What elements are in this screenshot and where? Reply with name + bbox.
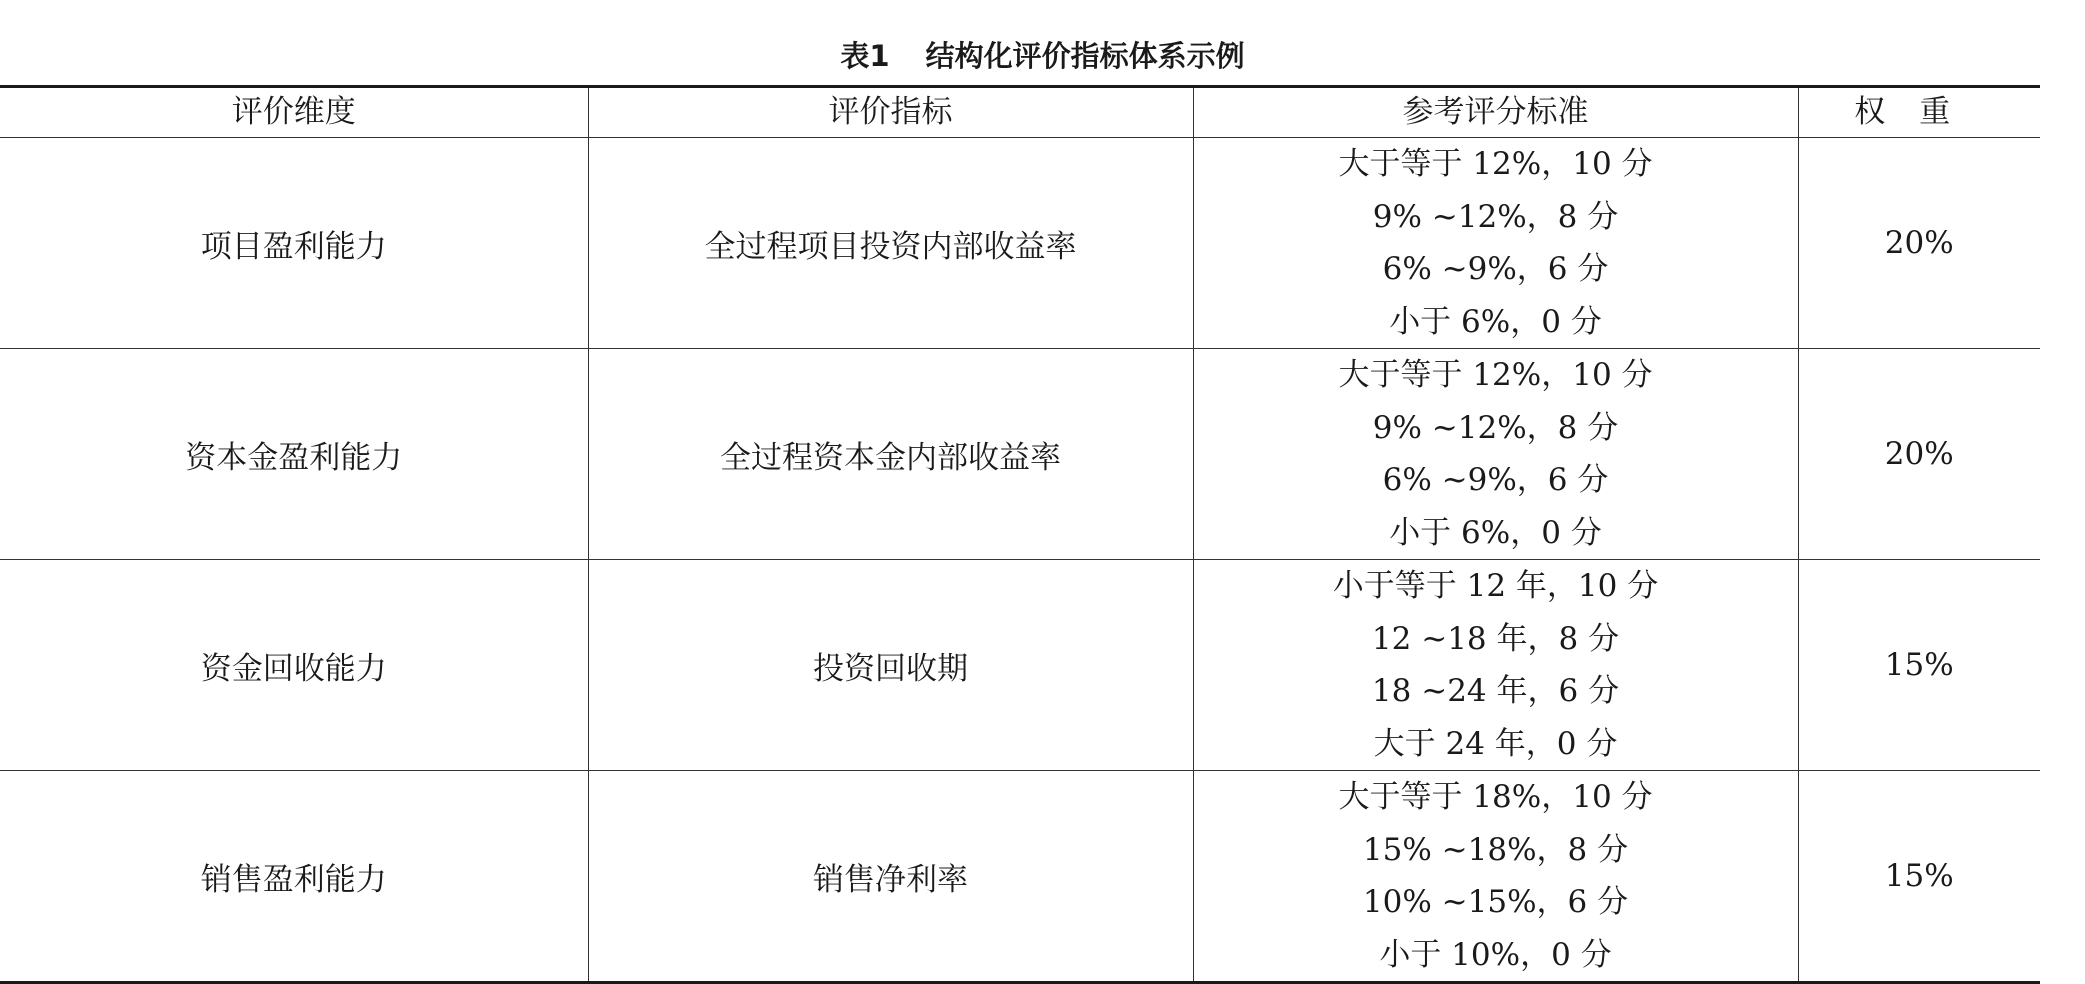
cell-standards: [1193, 771, 1798, 983]
standard-line: 大于 24 年，0 分: [1373, 725, 1618, 762]
evaluation-index-table: [0, 85, 2040, 984]
standard-line: 大于等于 18%，10 分: [1338, 779, 1653, 815]
standard-line: 大于等于 12%，10 分: [1338, 146, 1653, 182]
header-dimension: 评价维度: [0, 87, 588, 138]
cell-dimension: 资本金盈利能力: [0, 349, 588, 560]
standards-list: [1194, 771, 1798, 981]
table-row: [0, 560, 2040, 771]
standards-list: [1194, 349, 1798, 559]
cell-dimension: 资金回收能力: [0, 560, 588, 771]
standard-line: 12 ~18 年，8 分: [1371, 620, 1620, 657]
table-row: [0, 349, 2040, 560]
cell-dimension: 销售盈利能力: [0, 771, 588, 983]
standards-list: [1194, 560, 1798, 770]
cell-indicator: 全过程资本金内部收益率: [588, 349, 1193, 560]
standard-line: 小于等于 12 年，10 分: [1332, 568, 1659, 604]
standard-line: 9% ~12%，8 分: [1372, 198, 1619, 235]
standard-line: 小于 6%，0 分: [1389, 514, 1602, 551]
table-row: [0, 138, 2040, 349]
header-weight: 权重: [1798, 87, 2040, 138]
cell-indicator: 销售净利率: [588, 771, 1193, 983]
header-indicator: 评价指标: [588, 87, 1193, 138]
cell-standards: [1193, 560, 1798, 771]
standard-line: 小于 10%，0 分: [1379, 936, 1612, 973]
cell-standards: [1193, 349, 1798, 560]
standard-line: 小于 6%，0 分: [1389, 303, 1602, 340]
cell-weight: 20%: [1798, 138, 2040, 349]
standards-list: [1194, 138, 1798, 348]
cell-indicator: 全过程项目投资内部收益率: [588, 138, 1193, 349]
table-caption: [0, 36, 2085, 76]
table-caption-title: 结构化评价指标体系示例: [925, 39, 1245, 73]
cell-dimension: 项目盈利能力: [0, 138, 588, 349]
table-header-row: [0, 87, 2040, 138]
header-standard: 参考评分标准: [1193, 87, 1798, 138]
standard-line: 10% ~15%，6 分: [1362, 884, 1629, 920]
standard-line: 大于等于 12%，10 分: [1338, 357, 1653, 393]
cell-weight: 15%: [1798, 771, 2040, 983]
table-row: [0, 771, 2040, 983]
cell-weight: 15%: [1798, 560, 2040, 771]
cell-weight: 20%: [1798, 349, 2040, 560]
standard-line: 15% ~18%，8 分: [1362, 831, 1629, 868]
table-caption-label: 表1: [840, 39, 890, 73]
standard-line: 18 ~24 年，6 分: [1371, 673, 1620, 709]
standard-line: 6% ~9%，6 分: [1382, 462, 1609, 498]
standard-line: 9% ~12%，8 分: [1372, 409, 1619, 446]
cell-indicator: 投资回收期: [588, 560, 1193, 771]
standard-line: 6% ~9%，6 分: [1382, 251, 1609, 287]
cell-standards: [1193, 138, 1798, 349]
